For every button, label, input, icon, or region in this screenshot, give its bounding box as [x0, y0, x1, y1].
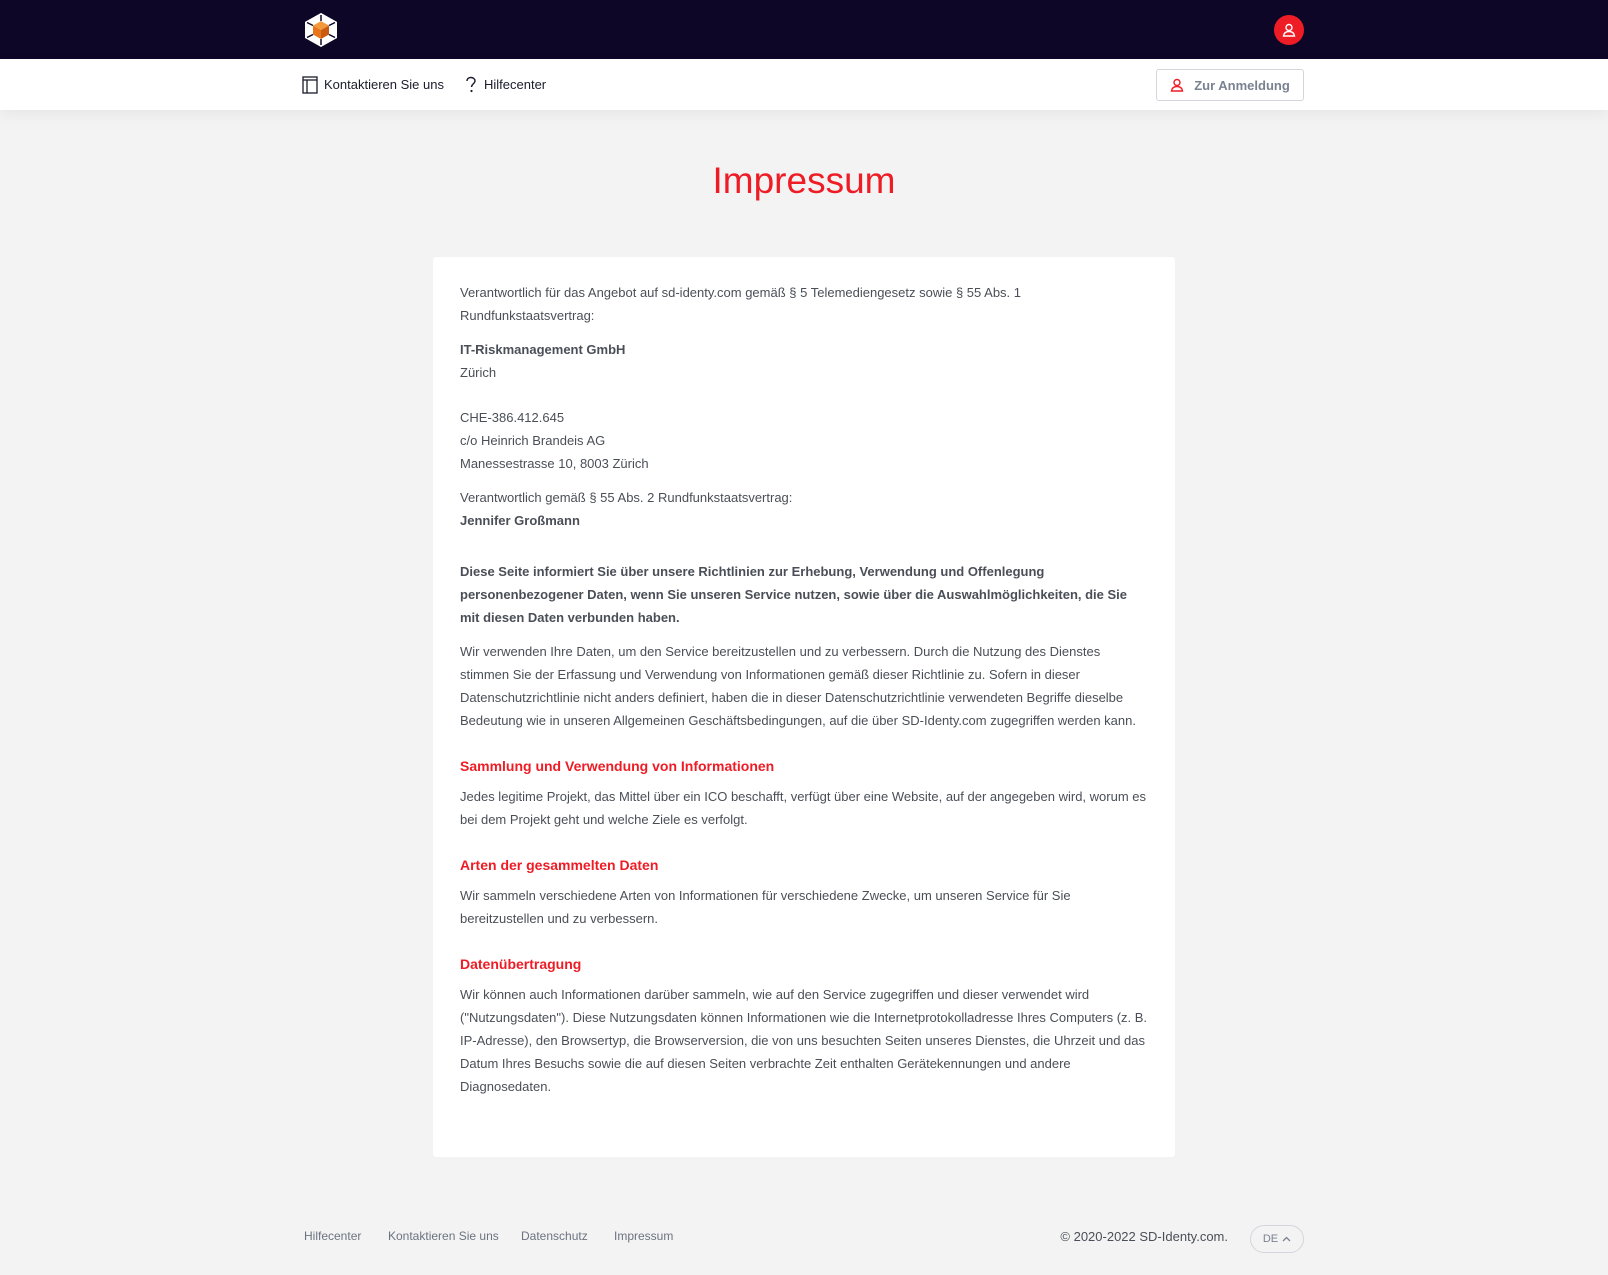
- nav-help-link[interactable]: [464, 59, 546, 110]
- building-icon: [302, 76, 318, 94]
- section-body: Jedes legitime Projekt, das Mittel über ein ICO beschafft, verfügt über eine Website, auf der angegeben wird, worum es bei dem Projekt geht und welche Ziele es verfolgt.: [460, 789, 1146, 827]
- nav-contact-label: Kontaktieren Sie uns: [324, 77, 444, 92]
- company-name: IT-Riskmanagement GmbH: [460, 342, 626, 357]
- login-label: Zur Anmeldung: [1194, 77, 1290, 93]
- footer-link-contact[interactable]: Kontaktieren Sie uns: [388, 1229, 499, 1243]
- privacy-usage: Wir verwenden Ihre Daten, um den Service bereitzustellen und zu verbessern. Durch die Nutzung des Dienstes stimmen Sie der Erfassung und Verwendung von Informationen gemäß dieser Richtlinie zu. Sofern in dieser Datenschutzrichtlinie nicht anders definiert, haben die in dieser Datenschutzrichtlinie verwendeten Begriffe dieselbe Bedeutung wie in unseren Allgemeinen Geschäftsbedingungen, auf die über SD-Identy.com zugegriffen werden kann.: [460, 644, 1136, 728]
- nav-help-label: Hilfecenter: [484, 77, 547, 92]
- responsible-name: Jennifer Großmann: [460, 513, 580, 528]
- company-address: [460, 338, 1148, 475]
- page-title: Impressum: [712, 160, 896, 201]
- company-street: Manessestrasse 10, 8003 Zürich: [460, 456, 649, 471]
- section-body: Wir sammeln verschiedene Arten von Informationen für verschiedene Zwecke, um unseren Service für Sie bereitzustellen und zu verbessern.: [460, 888, 1071, 926]
- imprint-card: [433, 257, 1175, 1157]
- user-icon: [1282, 23, 1296, 37]
- company-reg-number: CHE-386.412.645: [460, 410, 565, 425]
- section-title: Datenübertragung: [460, 956, 582, 972]
- copyright: © 2020-2022 SD-Identy.com.: [1060, 1229, 1228, 1244]
- nav-contact-link[interactable]: [302, 59, 444, 110]
- cube-logo-icon[interactable]: [303, 12, 339, 48]
- language-selector[interactable]: [1250, 1225, 1304, 1253]
- question-icon: [464, 76, 478, 94]
- section-title: Sammlung und Verwendung von Informationen: [460, 758, 775, 774]
- footer-link-privacy[interactable]: Datenschutz: [521, 1229, 588, 1243]
- user-menu-button[interactable]: [1274, 15, 1304, 45]
- user-icon: [1170, 78, 1184, 92]
- language-label: DE: [1262, 1233, 1279, 1245]
- footer-link-help[interactable]: Hilfecenter: [304, 1229, 362, 1243]
- responsible-label: Verantwortlich gemäß § 55 Abs. 2 Rundfunkstaatsvertrag:: [460, 490, 793, 505]
- intro-text: Verantwortlich für das Angebot auf sd-identy.com gemäß § 5 Telemediengesetz sowie § 55 Abs. 1 Rundfunkstaatsvertrag:: [460, 285, 1022, 323]
- section-title: Arten der gesammelten Daten: [460, 857, 659, 873]
- company-city: Zürich: [460, 365, 497, 380]
- nav-bar: [0, 59, 1608, 110]
- top-bar: [0, 0, 1608, 59]
- responsible-block: [460, 486, 1148, 532]
- login-button[interactable]: [1156, 69, 1304, 101]
- company-co: c/o Heinrich Brandeis AG: [460, 433, 606, 448]
- chevron-up-icon: [1282, 1233, 1291, 1245]
- section-body: Wir können auch Informationen darüber sammeln, wie auf den Service zugegriffen und dieser verwendet wird ("Nutzungsdaten"). Diese Nutzungsdaten können Informationen wie die Internetprotokolladresse Ihres Computers (z. B. IP-Adresse), den Browsertyp, die Browserversion, die von uns besuchten Seiten unseres Dienstes, die Uhrzeit und das Datum Ihres Besuchs sowie die auf diesen Seiten verbrachte Zeit enthalten Gerätekennungen und andere Diagnosedaten.: [460, 987, 1148, 1094]
- privacy-lead: Diese Seite informiert Sie über unsere Richtlinien zur Erhebung, Verwendung und Offenlegung personenbezogener Daten, wenn Sie unseren Service nutzen, sowie über die Auswahlmöglichkeiten, die Sie mit diesen Daten verbunden haben.: [460, 564, 1128, 625]
- footer-link-imprint[interactable]: Impressum: [614, 1229, 674, 1243]
